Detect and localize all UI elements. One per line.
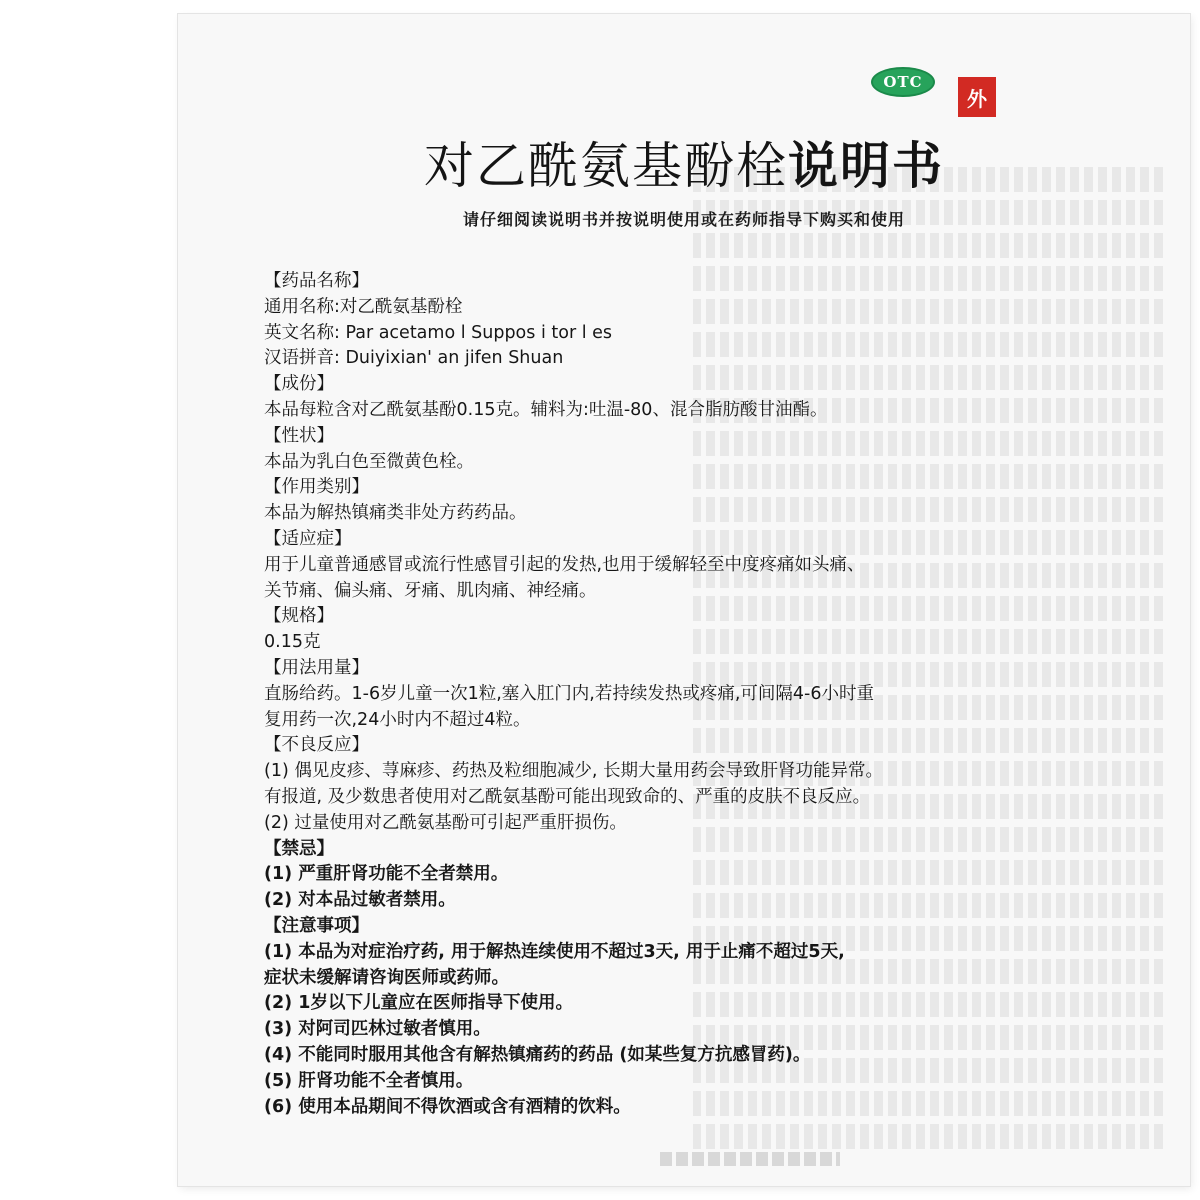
body-line: (2) 对本品过敏者禁用。 <box>264 890 456 911</box>
section-heading: 【规格】 <box>264 606 334 627</box>
external-use-badge: 外 <box>958 77 996 117</box>
section-heading: 【禁忌】 <box>264 838 334 859</box>
document-title <box>178 126 1190 198</box>
show-through-footer <box>660 1152 840 1166</box>
section-heading: 【性状】 <box>264 425 334 446</box>
body-line: 英文名称: Par acetamo l Suppos i tor l es <box>264 322 613 343</box>
title-suffix: 说明书 <box>788 137 944 195</box>
body-line: (6) 使用本品期间不得饮酒或含有酒精的饮料。 <box>264 1096 631 1117</box>
body-line: 用于儿童普通感冒或流行性感冒引起的发热,也用于缓解轻至中度疼痛如头痛、 <box>264 554 865 575</box>
body-line: 本品为解热镇痛类非处方药药品。 <box>264 503 527 524</box>
body-line: (1) 严重肝肾功能不全者禁用。 <box>264 864 509 885</box>
section-heading: 【不良反应】 <box>264 735 369 756</box>
otc-badge: OTC <box>871 67 935 97</box>
body-line: 本品为乳白色至微黄色栓。 <box>264 451 474 472</box>
body-line: 0.15克 <box>264 632 321 653</box>
body-line: 有报道, 及少数患者使用对乙酰氨基酚可能出现致命的、严重的皮肤不良反应。 <box>264 786 871 807</box>
body-line: 复用药一次,24小时内不超过4粒。 <box>264 709 531 730</box>
body-line: (4) 不能同时服用其他含有解热镇痛药的药品 (如某些复方抗感冒药)。 <box>264 1044 811 1065</box>
section-heading: 【适应症】 <box>264 528 352 549</box>
leaflet-paper <box>178 14 1190 1186</box>
section-heading: 【用法用量】 <box>264 657 369 678</box>
body-line: 汉语拼音: Duiyixian' an jifen Shuan <box>264 348 564 369</box>
leaflet-body <box>264 269 964 1120</box>
section-heading: 【药品名称】 <box>264 271 369 291</box>
document-subtitle: 请仔细阅读说明书并按说明使用或在药师指导下购买和使用 <box>462 210 905 229</box>
title-main: 对乙酰氨基酚栓 <box>424 137 788 195</box>
body-line: (2) 过量使用对乙酰氨基酚可引起严重肝损伤。 <box>264 812 627 833</box>
section-heading: 【注意事项】 <box>264 915 369 936</box>
section-heading: 【作用类别】 <box>264 477 369 498</box>
body-line: (2) 1岁以下儿童应在医师指导下使用。 <box>264 993 573 1014</box>
body-line: 关节痛、偏头痛、牙痛、肌肉痛、神经痛。 <box>264 580 597 601</box>
body-line: (1) 本品为对症治疗药, 用于解热连续使用不超过3天, 用于止痛不超过5天, <box>264 941 845 962</box>
body-line: (1) 偶见皮疹、荨麻疹、药热及粒细胞减少, 长期大量用药会导致肝肾功能异常。 <box>264 761 883 782</box>
body-line: (5) 肝肾功能不全者慎用。 <box>264 1070 474 1091</box>
section-heading: 【成份】 <box>264 374 334 395</box>
body-line: 本品每粒含对乙酰氨基酚0.15克。辅料为:吐温-80、混合脂肪酸甘油酯。 <box>264 399 828 420</box>
body-line: (3) 对阿司匹林过敏者慎用。 <box>264 1019 491 1040</box>
body-line: 症状未缓解请咨询医师或药师。 <box>264 967 509 988</box>
body-line: 通用名称:对乙酰氨基酚栓 <box>264 296 463 317</box>
body-line: 直肠给药。1-6岁儿童一次1粒,塞入肛门内,若持续发热或疼痛,可间隔4-6小时重 <box>264 683 874 704</box>
